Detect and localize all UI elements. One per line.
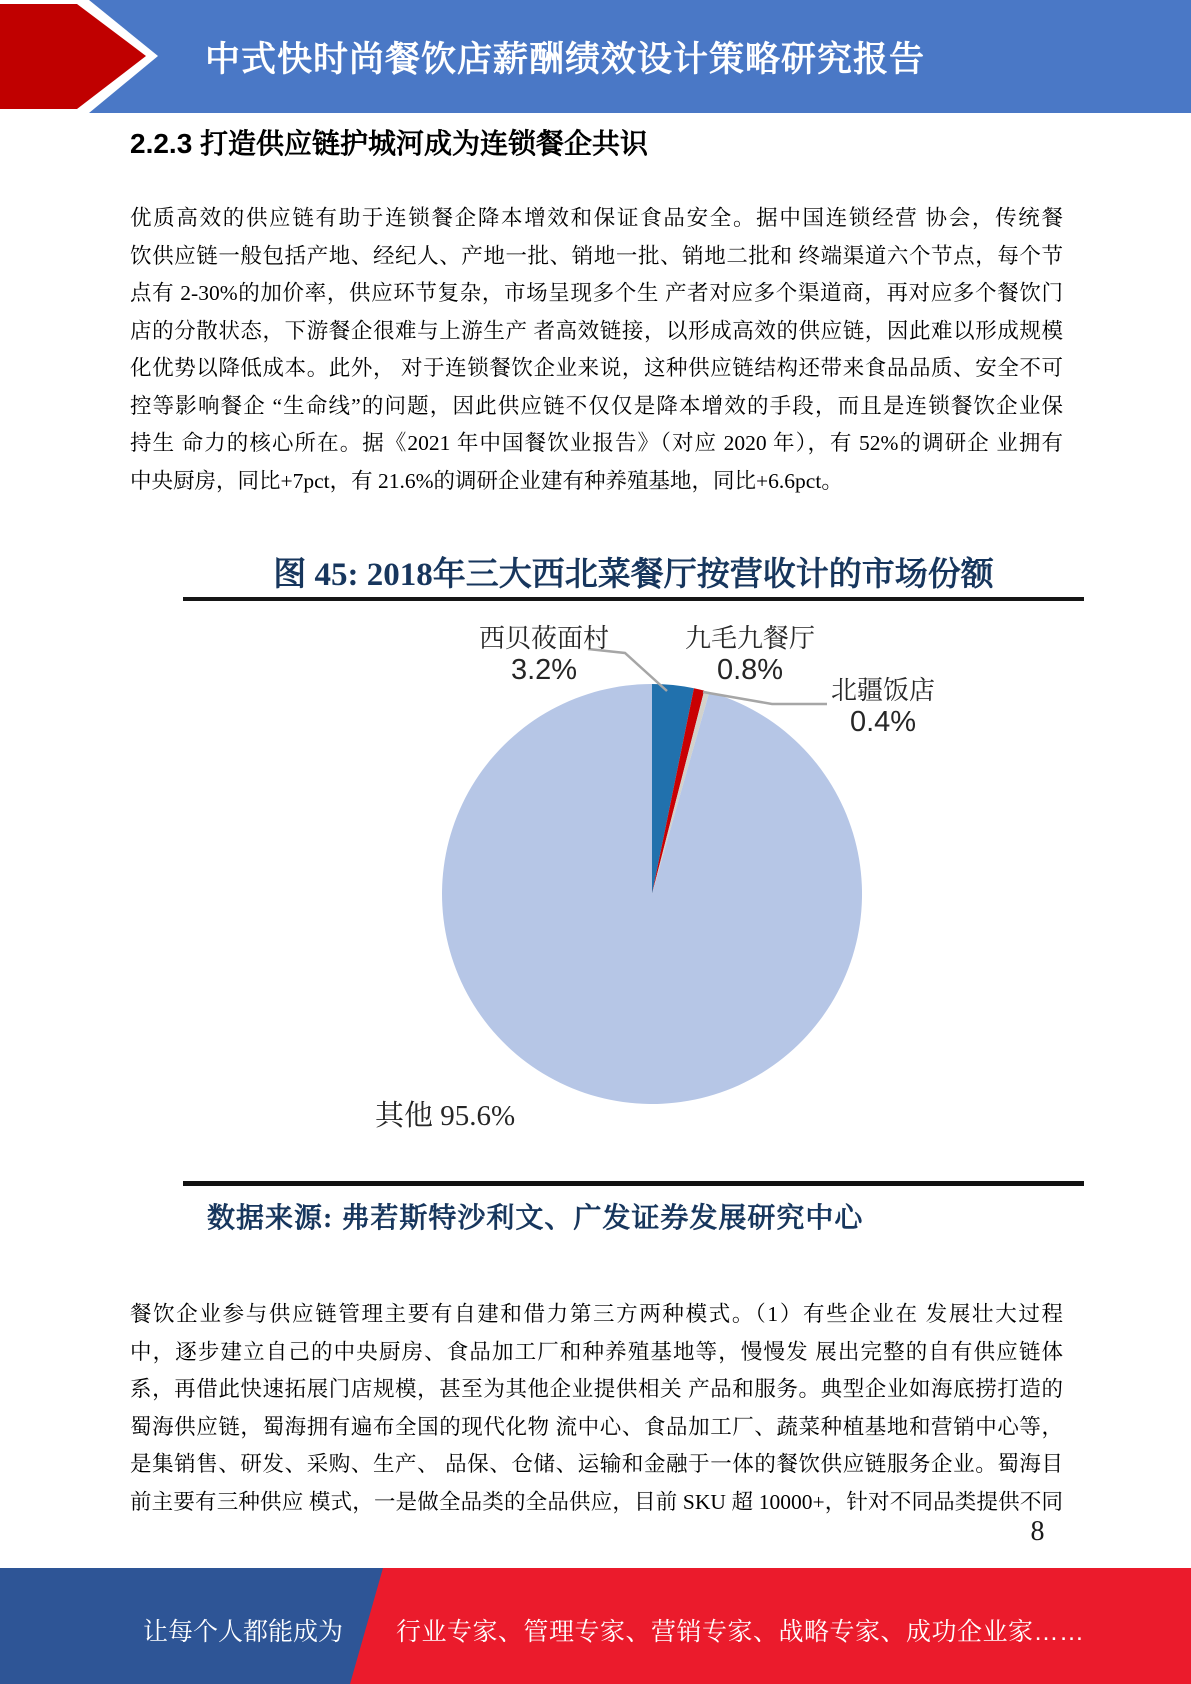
paragraph-line: 店的分散状态，下游餐企很难与上游生产 者高效链接，以形成高效的供应链，因此难以形成规模 bbox=[130, 318, 1063, 343]
figure-bottom-rule bbox=[183, 1181, 1084, 1186]
paragraph-line: 饮供应链一般包括产地、经纪人、产地一批、销地一批、销地二批和 终端渠道六个节点，每个节 bbox=[130, 243, 1063, 268]
paragraph-line: 优质高效的供应链有助于连锁餐企降本增效和保证食品安全。据中国连锁经营 协会，传统餐 bbox=[130, 206, 1063, 230]
footer-slogan-right: 行业专家、管理专家、营销专家、战略专家、成功企业家…… bbox=[396, 1618, 1085, 1646]
body-paragraph-2 bbox=[130, 1296, 1063, 1521]
pie-label-beijiang bbox=[798, 676, 968, 738]
pie-label-name: 九毛九餐厅 bbox=[684, 624, 815, 653]
header-arrow-icon bbox=[0, 0, 175, 113]
pie-label-value: 3.2% bbox=[510, 654, 578, 686]
paragraph-line: 中央厨房，同比+7pct，有 21.6%的调研企业建有种养殖基地，同比+6.6pct。 bbox=[130, 468, 843, 493]
header-banner bbox=[0, 0, 1191, 113]
paragraph-line: 化优势以降低成本。此外， 对于连锁餐饮企业来说，这种供应链结构还带来食品品质、安全不可 bbox=[130, 356, 1063, 380]
pie-chart bbox=[0, 602, 1191, 1202]
paragraph-line: 蜀海供应链，蜀海拥有遍布全国的现代化物 流中心、食品加工厂、蔬菜种植基地和营销中心等， bbox=[130, 1414, 1063, 1439]
paragraph-line: 点有 2-30%的加价率，供应环节复杂，市场呈现多个生 产者对应多个渠道商，再对应多个餐饮门 bbox=[130, 281, 1063, 305]
section-heading: 2.2.3 打造供应链护城河成为连锁餐企共识 bbox=[130, 128, 649, 159]
report-title: 中式快时尚餐饮店薪酬绩效设计策略研究报告 bbox=[204, 39, 925, 79]
paragraph-line: 前主要有三种供应 模式，一是做全品类的全品供应，目前 SKU 超 10000+，针对不同品类提供不同 bbox=[130, 1489, 1063, 1514]
pie-label-value: 0.4% bbox=[849, 706, 917, 738]
paragraph-line: 中，逐步建立自己的中央厨房、食品加工厂和种养殖基地等，慢慢发 展出完整的自有供应链体 bbox=[130, 1339, 1063, 1364]
figure-source: 数据来源: 弗若斯特沙利文、广发证券发展研究中心 bbox=[207, 1203, 864, 1234]
page-number: 8 bbox=[1030, 1516, 1045, 1547]
figure-top-rule bbox=[183, 597, 1084, 601]
pie-label-xibei bbox=[454, 624, 634, 686]
pie-label-name: 北疆饭店 bbox=[830, 676, 935, 705]
paragraph-line: 系，再借此快速拓展门店规模，甚至为其他企业提供相关 产品和服务。典型企业如海底捞打造的 bbox=[130, 1377, 1063, 1401]
body-paragraph-1 bbox=[130, 200, 1063, 500]
figure-title: 图 45: 2018年三大西北菜餐厅按营收计的市场份额 bbox=[273, 557, 994, 593]
paragraph-line: 控等影响餐企 “生命线”的问题，因此供应链不仅仅是降本增效的手段，而且是连锁餐饮企业保 bbox=[130, 393, 1063, 418]
pie-label-other: 其他 95.6% bbox=[375, 1100, 516, 1132]
pie-label-value: 0.8% bbox=[716, 654, 784, 686]
pie-slices bbox=[442, 684, 862, 1104]
paragraph-line: 持生 命力的核心所在。据《2021 年中国餐饮业报告》（对应 2020 年），有 52%的调研企 业拥有 bbox=[130, 431, 1063, 455]
paragraph-line: 餐饮企业参与供应链管理主要有自建和借力第三方两种模式。（1）有些企业在 发展壮大过程 bbox=[130, 1302, 1063, 1326]
footer-slogan-left: 让每个人都能成为 bbox=[143, 1618, 344, 1646]
footer-banner bbox=[0, 1568, 1191, 1684]
pie-label-name: 西贝莜面村 bbox=[478, 624, 609, 653]
paragraph-line: 是集销售、研发、采购、生产、 品保、仓储、运输和金融于一体的餐饮供应链服务企业。蜀海目 bbox=[130, 1452, 1063, 1476]
